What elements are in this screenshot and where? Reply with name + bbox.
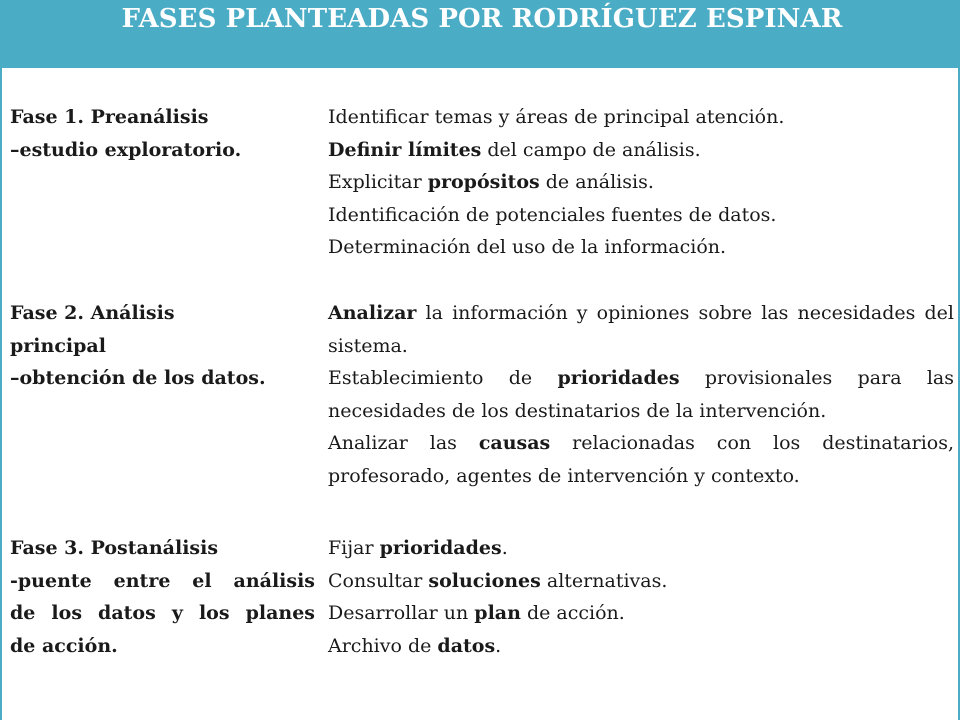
phase-label-line: –estudio exploratorio. [10, 138, 242, 161]
item-text: Consultar [328, 569, 429, 592]
title-bar [2, 0, 960, 68]
phase-label-line: de los datos y los planes [10, 602, 315, 624]
phase-label-line: Fase 2. Análisis [10, 302, 175, 324]
item-keyword: prioridades [379, 537, 502, 559]
phase-item [328, 532, 954, 565]
item-text: Archivo de [328, 634, 438, 657]
phase-item [328, 134, 954, 167]
phase-item [328, 427, 954, 492]
phase-2-label [10, 297, 315, 395]
page-title: FASES PLANTEADAS POR RODRÍGUEZ ESPINAR [121, 4, 843, 34]
phase-label-line: principal [10, 334, 106, 357]
phase-2 [10, 297, 960, 507]
item-keyword: causas [478, 432, 551, 454]
item-text: Establecimiento de [328, 367, 558, 389]
item-keyword: plan [474, 602, 521, 624]
item-text: de acción. [520, 602, 625, 624]
phase-item [328, 565, 954, 598]
item-text: . [501, 537, 508, 559]
phase-item [328, 101, 954, 134]
item-text: relacionadas con los destinatarios, profesorado, agentes de intervención y contexto. [328, 432, 955, 487]
phase-3-label [10, 532, 315, 662]
phase-3-items [328, 532, 954, 662]
phase-item [328, 297, 954, 362]
item-text: Identificar temas y áreas de principal atención. [328, 106, 785, 128]
phase-3 [10, 532, 960, 672]
phase-item [328, 630, 954, 663]
phase-1 [10, 101, 960, 271]
item-keyword: Definir límites [328, 138, 482, 161]
phase-label-line: de acción. [10, 634, 118, 657]
item-text: Desarrollar un [328, 602, 475, 624]
item-keyword: prioridades [557, 367, 680, 389]
item-keyword: propósitos [427, 171, 540, 193]
phase-item [328, 231, 954, 264]
phase-1-items [328, 101, 954, 264]
phase-item [328, 166, 954, 199]
item-keyword: datos [437, 634, 496, 657]
item-text: de análisis. [539, 171, 654, 193]
item-text: del campo de análisis. [481, 138, 701, 161]
item-keyword: Analizar [328, 302, 417, 324]
phase-label-line: Fase 1. Preanálisis [10, 106, 209, 128]
phase-1-label [10, 101, 315, 166]
item-text: Explicitar [328, 171, 428, 193]
phase-item [328, 199, 954, 232]
phase-label-line: Fase 3. Postanálisis [10, 537, 219, 559]
item-text: Identificación de potenciales fuentes de datos. [328, 203, 777, 226]
phase-label-line: –obtención de los datos. [10, 367, 266, 389]
item-text: Fijar [328, 537, 380, 559]
phase-2-items [328, 297, 954, 492]
item-keyword: soluciones [428, 569, 541, 592]
phase-item [328, 597, 954, 630]
item-text: provisionales para las necesidades de los destinatarios de la intervención. [328, 367, 954, 422]
item-text: alternativas. [540, 569, 668, 592]
item-text: Determinación del uso de la información. [328, 236, 727, 258]
item-text: la información y opiniones sobre las necesidades del sistema. [328, 302, 954, 357]
item-text: Analizar las [328, 432, 479, 454]
phase-item [328, 362, 954, 427]
item-text: . [495, 634, 502, 657]
phase-label-line: -puente entre el análisis [10, 569, 315, 592]
